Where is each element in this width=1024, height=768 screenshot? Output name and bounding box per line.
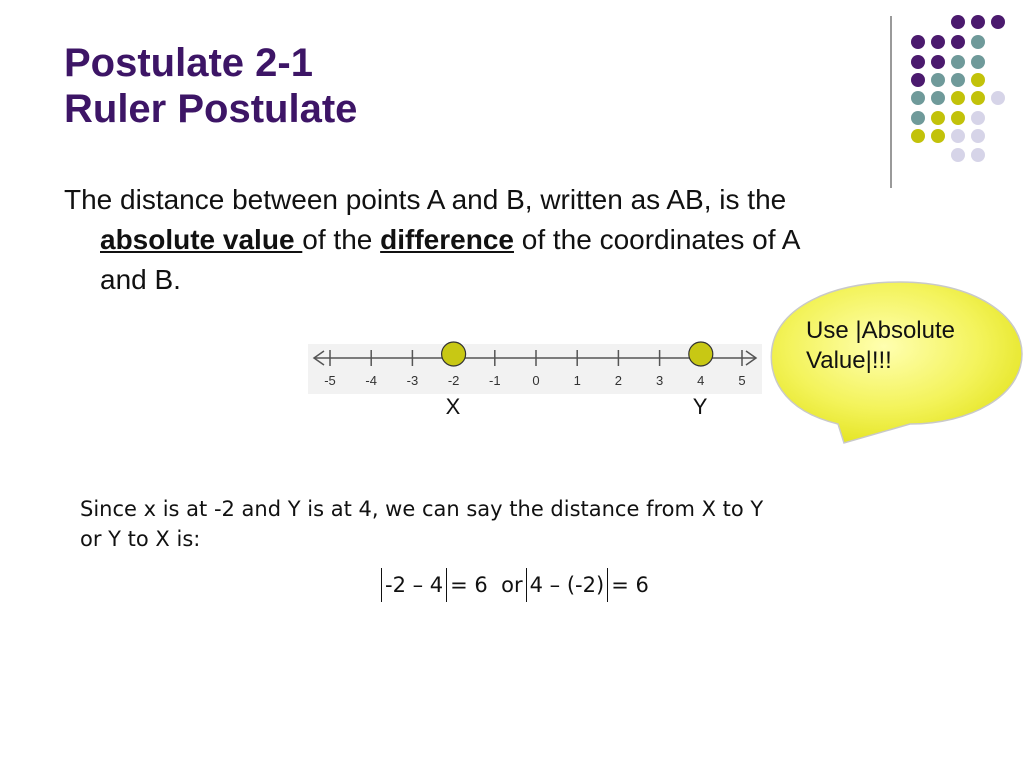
statement-text-of-the: of the (302, 224, 381, 255)
title-line-2: Ruler Postulate (64, 87, 358, 131)
decorative-dot (911, 129, 925, 143)
title-line-1: Postulate 2-1 (64, 41, 313, 85)
decorative-dot (971, 55, 985, 69)
decorative-dot (971, 73, 985, 87)
statement-line-1: The distance between points A and B, written as AB, is the (64, 184, 787, 215)
decorative-dot (951, 91, 965, 105)
decorative-dot (971, 91, 985, 105)
term-absolute-value: absolute value (100, 224, 303, 255)
decorative-dot (951, 129, 965, 143)
decorative-dot (951, 73, 965, 87)
number-line-tick-label: 0 (532, 373, 540, 388)
callout-line-2: Value|!!! (806, 347, 892, 374)
equation-expression-2: 4 – (-2) (529, 573, 605, 597)
number-line-tick-label: -4 (365, 373, 377, 388)
decorative-dot (931, 55, 945, 69)
decorative-dot (931, 129, 945, 143)
explanation-line-1: Since x is at -2 and Y is at 4, we can say the distance from X to Y (80, 497, 764, 521)
point-x-label: X (445, 394, 461, 419)
number-line-tick-label: 4 (697, 373, 705, 388)
decorative-dot (931, 91, 945, 105)
decorative-dot (951, 111, 965, 125)
number-line-tick-label: -5 (324, 373, 336, 388)
equation-result-2: = 6 (611, 573, 649, 597)
decorative-dot (931, 73, 945, 87)
distance-equation (378, 568, 649, 602)
point-y-marker (689, 342, 713, 366)
number-line-tick-label: 3 (655, 373, 664, 388)
equation-result-1: = 6 (450, 573, 488, 597)
number-line-tick-label: -3 (406, 373, 419, 388)
callout-line-1: Use |Absolute (806, 317, 955, 344)
decorative-dot (911, 73, 925, 87)
statement-line-3: and B. (100, 264, 181, 295)
equation-expression-1: -2 – 4 (385, 573, 444, 597)
callout-text (806, 316, 996, 376)
number-line-tick-label: 2 (614, 373, 623, 388)
abs-bar-open-2 (526, 568, 527, 602)
decorative-dot (911, 55, 925, 69)
decorative-dot (971, 111, 985, 125)
decorative-dot (951, 55, 965, 69)
statement-text-coordinates: of the coordinates of A (513, 224, 801, 255)
decorative-dot (951, 15, 965, 29)
number-line-tick-label: -1 (489, 373, 501, 388)
decorative-dot (911, 35, 925, 49)
number-line (300, 330, 770, 400)
point-x-marker (442, 342, 466, 366)
decorative-dot (911, 111, 925, 125)
statement-line-2 (64, 220, 964, 260)
decorative-dot (931, 111, 945, 125)
point-y-label: Y (692, 394, 708, 419)
decorative-divider (890, 16, 892, 188)
number-line-tick-label: -2 (447, 373, 460, 388)
number-line-tick-label: 5 (738, 373, 746, 388)
equation-or: or (501, 573, 523, 597)
decorative-dot (971, 15, 985, 29)
abs-bar-close-1 (446, 568, 447, 602)
abs-bar-open-1 (381, 568, 382, 602)
decorative-dot (971, 148, 985, 162)
number-line-tick-label: 1 (573, 373, 581, 388)
explanation-line-2: or Y to X is: (80, 527, 201, 551)
page-title (64, 40, 357, 132)
decorative-dot (951, 148, 965, 162)
abs-bar-close-2 (607, 568, 608, 602)
decorative-dot (971, 35, 985, 49)
decorative-dot (951, 35, 965, 49)
decorative-dot (991, 15, 1005, 29)
decorative-dot (971, 129, 985, 143)
term-difference: difference (380, 224, 514, 255)
explanation-text (80, 494, 960, 554)
decorative-dot (931, 35, 945, 49)
decorative-dot (991, 91, 1005, 105)
decorative-dot (911, 91, 925, 105)
